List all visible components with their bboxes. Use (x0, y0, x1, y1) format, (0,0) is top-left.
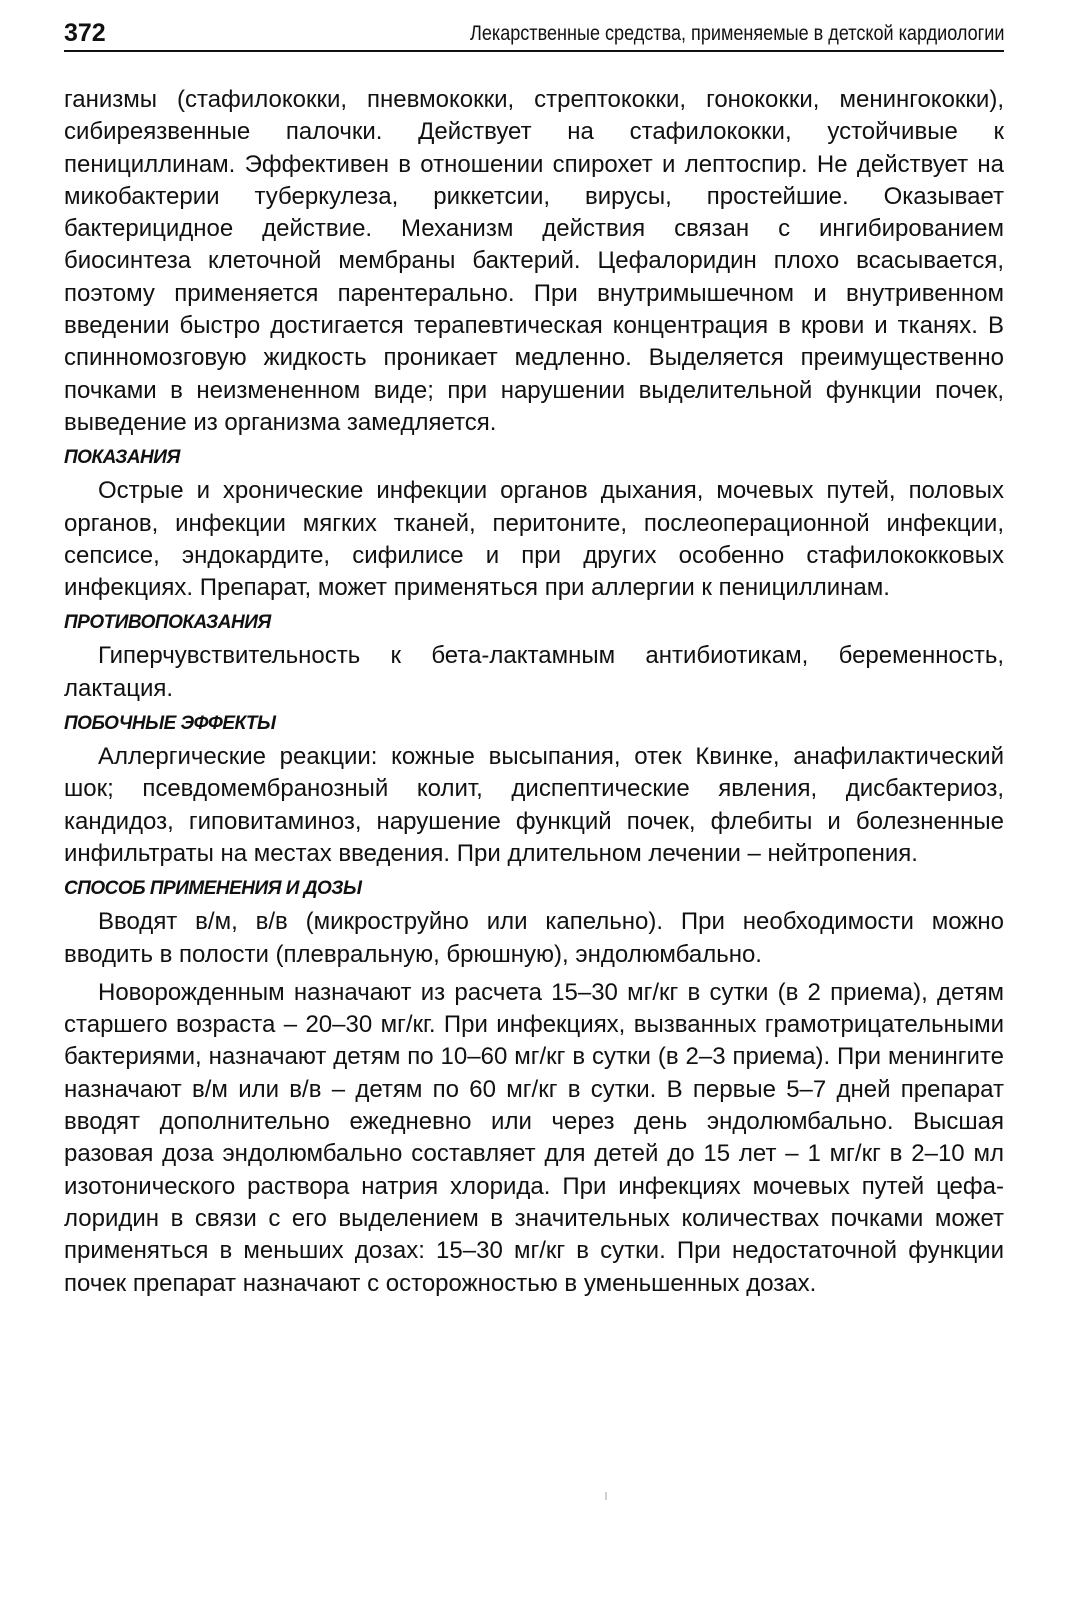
dosage-paragraph-2: Новорожденным назначают из расчета 15–30 мг/кг в сутки (в 2 приема), детям старшего возраста – 20–30 мг/кг. При инфекциях, вызванных грамотрицательными бактериями, назначают детям по 10–60 мг/кг в сутки (в 2–3 приема). При менингите назначают в/м или в/в – детям по 60 мг/кг в сутки. В первые 5–7 дней препарат вводят дополнительно ежедневно или через день эндолюмбально. Высшая разовая доза эндолюмбально составляет для детей до 15 лет – 1 мг/кг в 2–10 мл изотонического раствора натрия хлорида. При инфекциях мочевых путей цефалоридин в связи с его выделением в значительных количествах почками может применяться в меньших дозах: 15–30 мг/кг в сутки. При недостаточной функции почек препарат назначают с осторожностью в уменьшенных дозах. (64, 978, 1004, 1297)
side-effects-paragraph: Аллергические реакции: кожные высыпания, отек Квинке, анафилактический шок; псевдомембранозный колит, диспептические явления, дисбактериоз, кандидоз, гиповитаминоз, нарушение функций почек, флебиты и болезненные инфильтраты на местах введения. При длительном лечении – нейтропения. (64, 743, 1004, 867)
scan-speck (605, 1492, 607, 1500)
intro-paragraph: ганизмы (стафилококки, пневмококки, стрептококки, гонококки, менингококки), сибиреязвенные палочки. Действует на стафилококки, устойчивые к пенициллинам. Эффективен в отношении спирохет и лептоспир. Не действует на микобактерии туберкулеза, риккетсии, вирусы, простейшие. Оказывает бактерицидное действие. Механизм действия связан с ингибированием биосинтеза клеточной мембраны бактерий. Цефалоридин плохо всасывается, поэтому применяется парентерально. При внутримышечном и внутривенном введении быстро достигается терапевтическая концентрация в крови и тканях. В спинномозговую жидкость проникает медленно. Выделяется преимущественно почками в неизмененном виде; при нарушении выделительной функции почек, выведение из организма замедляется. (64, 86, 1004, 436)
contraindications-paragraph: Гиперчувствительность к бета-лактамным антибиотикам, беременность, лактация. (64, 642, 1004, 702)
dosage-paragraph-1: Вводят в/м, в/в (микроструйно или капельно). При необходимости можно вводить в полости (плевральную, брюшную), эндолюмбально. (64, 908, 1004, 968)
indications-heading: ПОКАЗАНИЯ (64, 447, 180, 469)
book-page (64, 14, 1004, 1300)
indications-paragraph: Острые и хронические инфекции органов дыхания, мочевых путей, половых органов, инфекции мягких тканей, перитоните, послеоперационной инфекции, сепсисе, эндокардите, сифилисе и при других особенно стафилококковых инфекциях. Препарат, может применяться при аллергии к пенициллинам. (64, 477, 1004, 602)
page-body (64, 84, 1004, 1300)
dosage-heading: СПОСОБ ПРИМЕНЕНИЯ И ДОЗЫ (64, 878, 362, 900)
running-title: Лекарственные средства, применяемые в детской кардиологии (469, 22, 1004, 45)
side-effects-heading: ПОБОЧНЫЕ ЭФФЕКТЫ (64, 713, 276, 735)
running-header (64, 14, 1004, 52)
contraindications-heading: ПРОТИВОПОКАЗАНИЯ (64, 612, 271, 634)
page-number: 372 (64, 19, 106, 47)
